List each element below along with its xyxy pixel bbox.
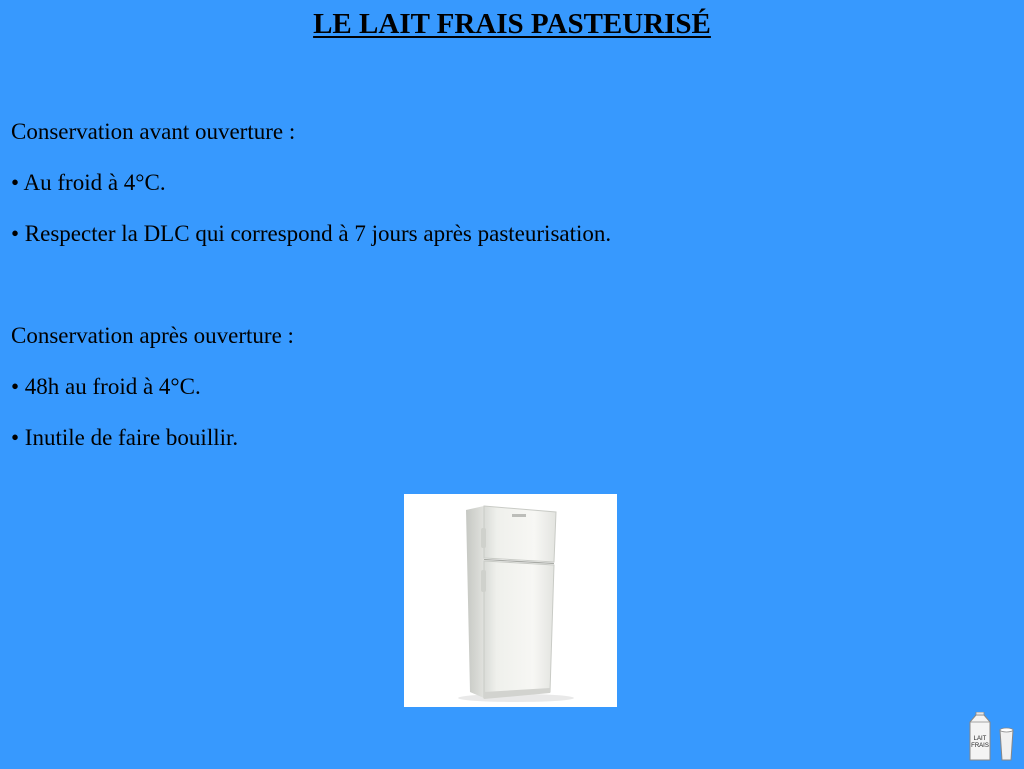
section-spacer [11, 272, 611, 323]
section-heading-after-opening: Conservation après ouverture : [11, 323, 294, 348]
slide-content [11, 119, 611, 476]
bullet-dlc: • Respecter la DLC qui correspond à 7 jours après pasteurisation. [11, 221, 612, 246]
logo-text-lait: LAIT [973, 736, 987, 742]
refrigerator-photo [404, 494, 617, 707]
section-heading-before-opening: Conservation avant ouverture : [11, 119, 296, 144]
bullet-48h: • 48h au froid à 4°C. [11, 374, 201, 399]
logo-text-frais: FRAIS [971, 743, 989, 749]
slide-title: LE LAIT FRAIS PASTEURISÉ [313, 8, 711, 40]
refrigerator-icon [404, 494, 617, 707]
milk-carton-logo [964, 712, 1020, 764]
bullet-cold-storage: • Au froid à 4°C. [11, 170, 166, 195]
bullet-no-boiling: • Inutile de faire bouillir. [11, 425, 239, 450]
milk-carton-icon [964, 712, 1020, 764]
